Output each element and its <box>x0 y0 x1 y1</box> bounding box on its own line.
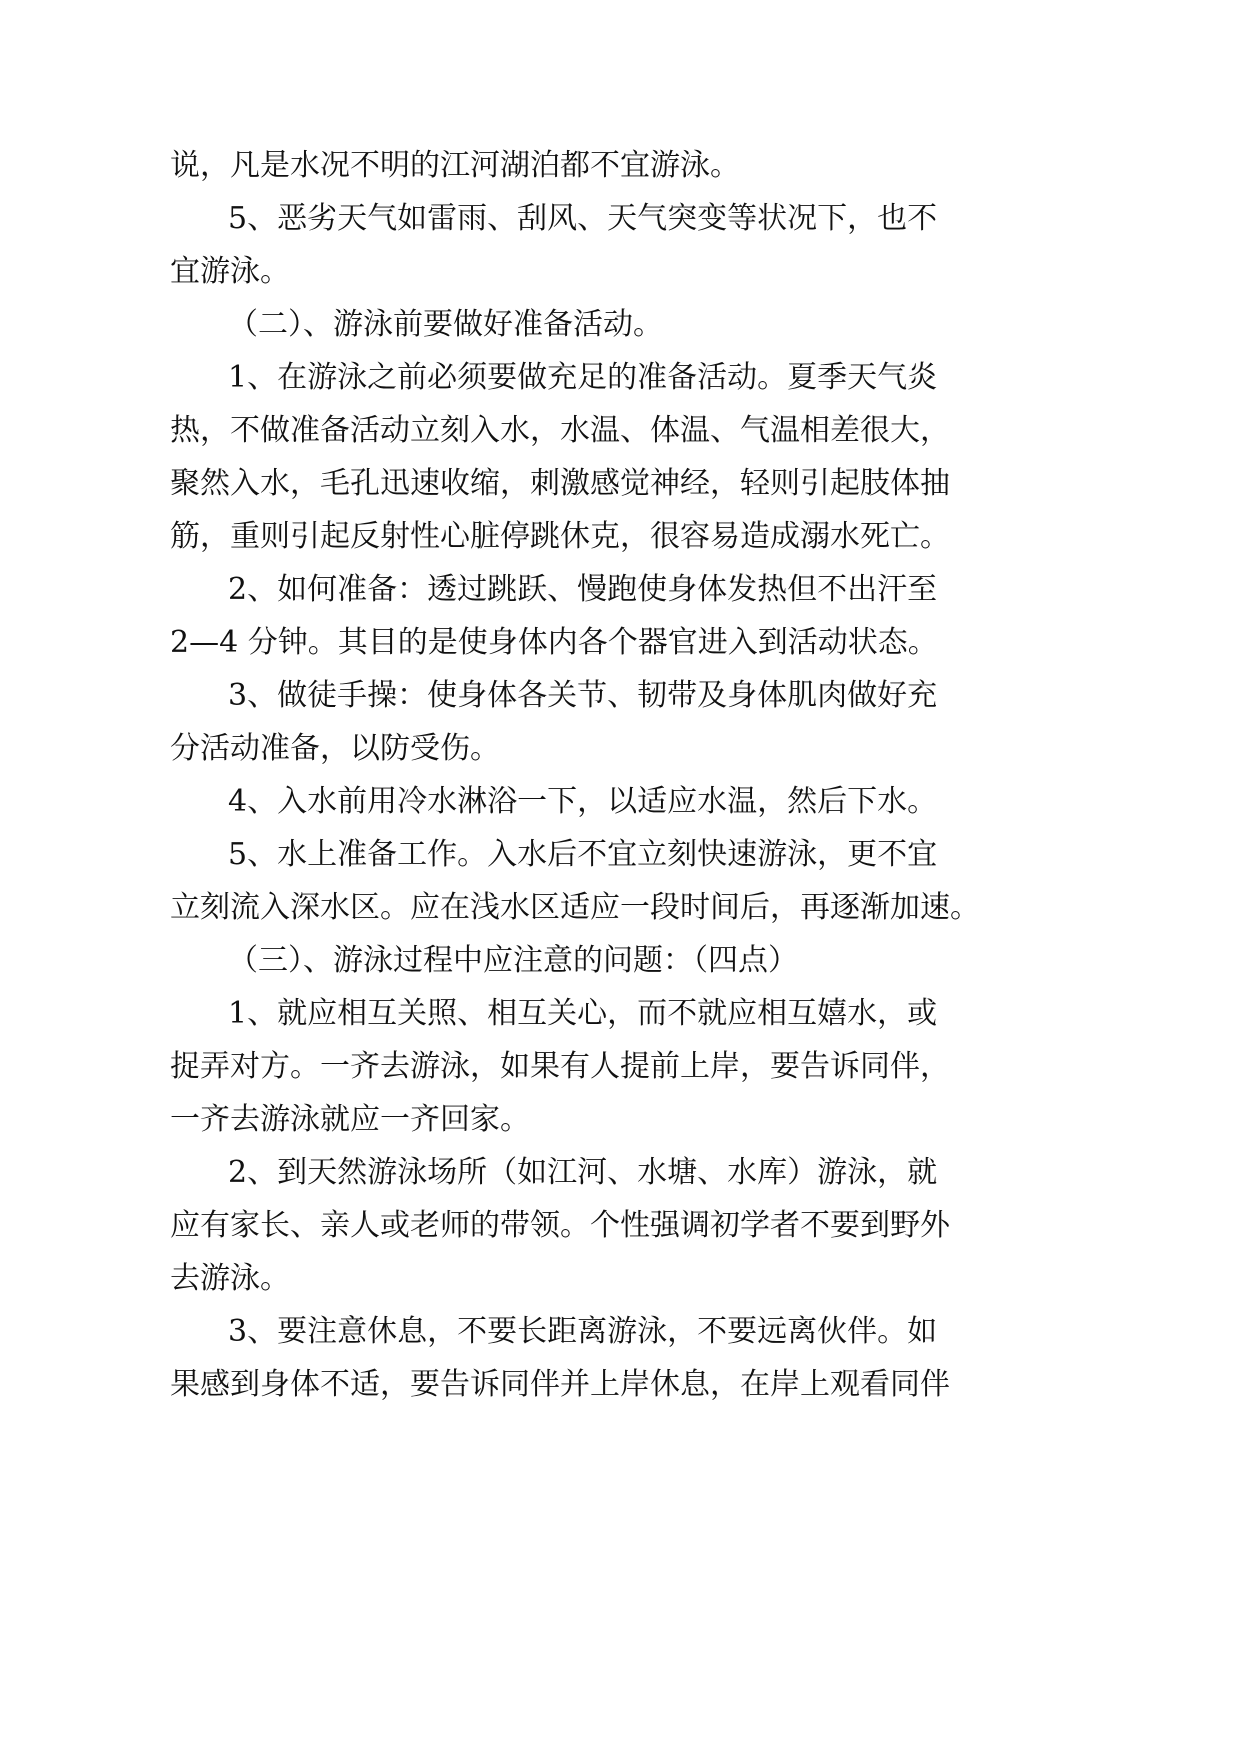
body-text-line: 一齐去游泳就应一齐回家。 <box>170 1102 530 1137</box>
body-text-line: 立刻流入深水区。应在浅水区适应一段时间后，再逐渐加速。 <box>170 890 980 925</box>
body-text-line: 去游泳。 <box>170 1261 290 1296</box>
body-text-line: 1、在游泳之前必须要做充足的准备活动。夏季天气炎 <box>228 360 938 395</box>
body-text-line: 5、恶劣天气如雷雨、刮风、天气突变等状况下，也不 <box>228 201 938 236</box>
body-text-line: 筋，重则引起反射性心脏停跳休克，很容易造成溺水死亡。 <box>170 519 950 554</box>
section-heading: （三）、游泳过程中应注意的问题：（四点） <box>228 943 798 978</box>
body-text-line: 分活动准备，以防受伤。 <box>170 731 500 766</box>
body-text-line: 聚然入水，毛孔迅速收缩，刺激感觉神经，轻则引起肢体抽 <box>170 466 950 501</box>
body-text-line: 4、入水前用冷水淋浴一下，以适应水温，然后下水。 <box>228 784 938 819</box>
body-text-line: 3、做徒手操：使身体各关节、韧带及身体肌肉做好充 <box>228 678 938 713</box>
body-text-line: 5、水上准备工作。入水后不宜立刻快速游泳，更不宜 <box>228 837 938 872</box>
body-text-line: 说，凡是水况不明的江河湖泊都不宜游泳。 <box>170 148 740 183</box>
body-text-line: 1、就应相互关照、相互关心，而不就应相互嬉水，或 <box>228 996 938 1031</box>
body-text-line: 2、如何准备：透过跳跃、慢跑使身体发热但不出汗至 <box>228 572 938 607</box>
body-text-line: 应有家长、亲人或老师的带领。个性强调初学者不要到野外 <box>170 1208 950 1243</box>
body-text-line: 捉弄对方。一齐去游泳，如果有人提前上岸，要告诉同伴， <box>170 1049 950 1084</box>
body-text-line: 2、到天然游泳场所（如江河、水塘、水库）游泳，就 <box>228 1155 938 1190</box>
body-text-line: 2—4 分钟。其目的是使身体内各个器官进入到活动状态。 <box>170 625 938 660</box>
body-text-line: 3、要注意休息，不要长距离游泳，不要远离伙伴。如 <box>228 1314 938 1349</box>
body-text-line: 宜游泳。 <box>170 254 290 289</box>
body-text-line: 果感到身体不适，要告诉同伴并上岸休息，在岸上观看同伴 <box>170 1367 950 1402</box>
section-heading: （二）、游泳前要做好准备活动。 <box>228 307 663 342</box>
body-text-line: 热，不做准备活动立刻入水，水温、体温、气温相差很大， <box>170 413 950 448</box>
